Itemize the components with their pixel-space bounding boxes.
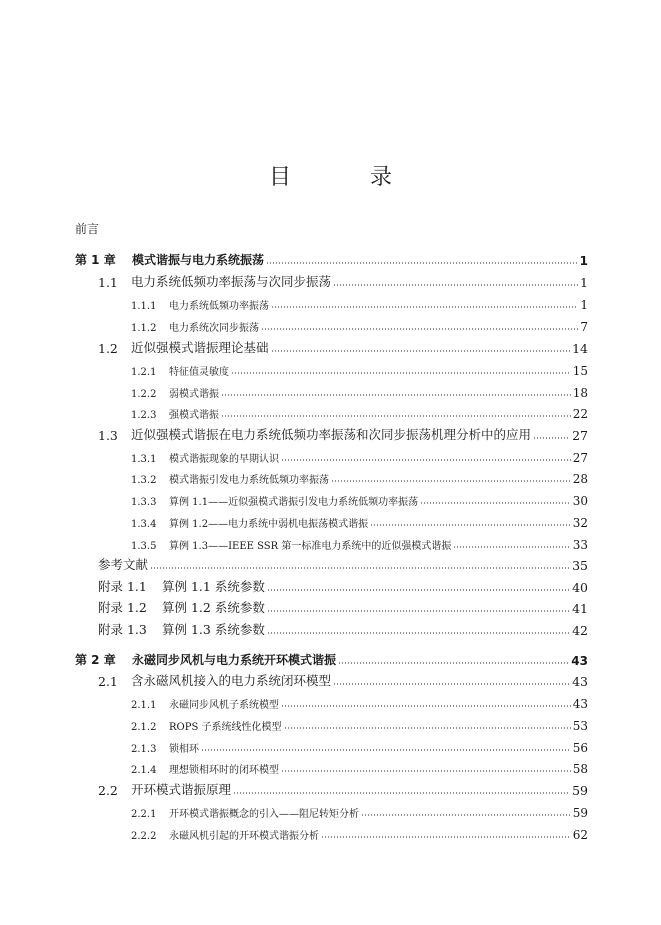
dot-leader bbox=[201, 749, 571, 751]
toc-entry-number: 附录 1.3 bbox=[98, 622, 147, 637]
toc-entry-title: 近似强模式谐振在电力系统低频功率振荡和次同步振荡机理分析中的应用 bbox=[131, 427, 532, 442]
toc-entry-page: 14 bbox=[572, 341, 588, 356]
toc-entry-page: 27 bbox=[572, 451, 588, 465]
toc-entry[interactable] bbox=[0, 671, 661, 689]
dot-leader bbox=[261, 328, 578, 330]
toc-entry-number: 1.2 bbox=[98, 341, 118, 356]
toc-entry[interactable] bbox=[0, 425, 661, 443]
toc-entry-title: 开环模式谐振原理 bbox=[131, 782, 232, 797]
toc-entry-title: 参考文献 bbox=[98, 557, 149, 572]
dot-leader bbox=[331, 480, 571, 482]
toc-entry-number: 1.1.2 bbox=[131, 323, 157, 334]
dot-leader bbox=[281, 770, 571, 772]
toc-entry-number: 第 1 章 bbox=[75, 253, 116, 267]
toc-entry[interactable] bbox=[0, 490, 661, 508]
toc-entry-title: 算例 1.2 系统参数 bbox=[162, 600, 265, 615]
toc-entry-page: 7 bbox=[580, 320, 588, 334]
toc-entry-page: 30 bbox=[572, 494, 588, 508]
toc-entry-title: 模式谐振引发电力系统低频功率振荡 bbox=[169, 475, 329, 486]
toc-entry-title: 算例 1.3 系统参数 bbox=[162, 622, 265, 637]
toc-entry-title: 近似强模式谐振理论基础 bbox=[131, 340, 269, 355]
toc-entry-page: 18 bbox=[572, 386, 588, 400]
toc-entry-page: 43 bbox=[572, 674, 588, 689]
dot-leader bbox=[321, 836, 571, 838]
toc-entry-title: 弱模式谐振 bbox=[169, 389, 219, 400]
dot-leader bbox=[221, 394, 571, 396]
dot-leader bbox=[281, 459, 571, 461]
toc-entry-title: 电力系统低频功率振荡 bbox=[169, 301, 269, 312]
toc-entry-number: 1.3.2 bbox=[131, 475, 157, 486]
dot-leader bbox=[267, 632, 570, 634]
toc-entry-title: 永磁同步风机与电力系统开环模式谐振 bbox=[132, 653, 337, 667]
page-title: 目 录 bbox=[269, 165, 428, 190]
toc-entry[interactable] bbox=[0, 577, 661, 595]
toc-entry-title: ROPS 子系统线性化模型 bbox=[169, 722, 282, 733]
dot-leader bbox=[333, 284, 578, 286]
toc-entry-page: 42 bbox=[572, 623, 588, 638]
toc-entry-title: 电力系统次同步振荡 bbox=[169, 323, 259, 334]
toc-entry-number: 2.1 bbox=[98, 674, 118, 689]
dot-leader bbox=[281, 705, 571, 707]
toc-entry-page: 22 bbox=[572, 407, 588, 421]
toc-entry-number: 1.3.4 bbox=[131, 519, 157, 530]
toc-entry-title: 模式谐振与电力系统振荡 bbox=[132, 253, 265, 267]
toc-entry-page: 40 bbox=[572, 580, 588, 595]
toc-entry-number: 2.2 bbox=[98, 783, 118, 798]
toc-entry[interactable] bbox=[0, 737, 661, 755]
dot-leader bbox=[333, 683, 570, 685]
toc-entry-title: 理想锁相环时的闭环模型 bbox=[169, 765, 279, 776]
dot-leader bbox=[267, 589, 570, 591]
toc-entry-number: 2.1.3 bbox=[131, 744, 157, 755]
toc-entry-number: 2.1.4 bbox=[131, 765, 157, 776]
toc-entry[interactable] bbox=[0, 382, 661, 400]
toc-entry-number: 附录 1.2 bbox=[98, 600, 147, 615]
toc-entry[interactable] bbox=[0, 403, 661, 421]
toc-entry-page: 1 bbox=[580, 298, 588, 312]
toc-entry-page: 58 bbox=[572, 762, 588, 776]
toc-entry[interactable] bbox=[0, 338, 661, 356]
toc-entry-page: 59 bbox=[572, 806, 588, 820]
toc-entry-title: 模式谐振现象的早期认识 bbox=[169, 454, 279, 465]
toc-entry-number: 1.3 bbox=[98, 428, 118, 443]
dot-leader bbox=[361, 814, 571, 816]
toc-entry-number: 2.1.1 bbox=[131, 700, 157, 711]
toc-entry-page: 41 bbox=[572, 601, 588, 616]
toc-entry[interactable] bbox=[0, 824, 661, 842]
toc-entry[interactable] bbox=[0, 802, 661, 820]
toc-entry-number: 1.3.3 bbox=[131, 497, 157, 508]
toc-entry-number: 1.2.3 bbox=[131, 410, 157, 421]
toc-entry-title: 含永磁风机接入的电力系统闭环模型 bbox=[131, 673, 332, 688]
toc-entry-page: 33 bbox=[572, 538, 588, 552]
toc-entry[interactable] bbox=[0, 468, 661, 486]
toc-entry-number: 第 2 章 bbox=[75, 653, 116, 667]
toc-entry-title: 永磁同步风机子系统模型 bbox=[169, 700, 279, 711]
toc-entry[interactable] bbox=[0, 534, 661, 552]
toc-entry-number: 1.1 bbox=[98, 275, 118, 290]
dot-leader bbox=[266, 262, 578, 264]
toc-entry-number: 2.2.1 bbox=[131, 809, 157, 820]
toc-entry-page: 27 bbox=[572, 428, 588, 443]
toc-entry-number: 1.1.1 bbox=[131, 301, 157, 312]
toc-entry-title: 开环模式谐振概念的引入——阻尼转矩分析 bbox=[169, 809, 359, 820]
dot-leader bbox=[221, 415, 571, 417]
toc-entry-title: 特征值灵敏度 bbox=[169, 367, 229, 378]
toc-entry[interactable] bbox=[0, 272, 661, 290]
toc-entry-title: 永磁风机引起的开环模式谐振分析 bbox=[169, 831, 319, 842]
toc-entry-page: 43 bbox=[571, 654, 588, 668]
toc-entry-page: 53 bbox=[572, 719, 588, 733]
toc-entry-number: 附录 1.1 bbox=[98, 579, 147, 594]
toc-entry-page: 1 bbox=[579, 254, 588, 268]
toc-entry-page: 43 bbox=[572, 697, 588, 711]
dot-leader bbox=[284, 727, 571, 729]
toc-entry-title: 算例 1.1——近似强模式谐振引发电力系统低频功率振荡 bbox=[169, 497, 419, 508]
dot-leader bbox=[267, 610, 570, 612]
toc-entry-page: 62 bbox=[572, 828, 588, 842]
toc-entry[interactable] bbox=[0, 780, 661, 798]
dot-leader bbox=[231, 372, 571, 374]
toc-entry-number: 1.2.2 bbox=[131, 389, 157, 400]
toc-entry[interactable] bbox=[0, 693, 661, 711]
toc-entry-page: 1 bbox=[580, 275, 588, 290]
toc-entry-title: 算例 1.3——IEEE SSR 第一标准电力系统中的近似强模式谐振 bbox=[169, 541, 452, 552]
dot-leader bbox=[271, 350, 571, 352]
toc-entry[interactable] bbox=[0, 447, 661, 465]
dot-leader bbox=[338, 662, 569, 664]
toc-entry[interactable] bbox=[0, 715, 661, 733]
toc-entry-number: 2.1.2 bbox=[131, 722, 157, 733]
toc-entry-title: 算例 1.1 系统参数 bbox=[162, 579, 265, 594]
toc-entry[interactable] bbox=[0, 360, 661, 378]
dot-leader bbox=[271, 306, 578, 308]
toc-entry-number: 2.2.2 bbox=[131, 831, 157, 842]
toc-entry-page: 35 bbox=[572, 558, 588, 573]
toc-entry[interactable] bbox=[0, 620, 661, 638]
toc-entry-page: 28 bbox=[572, 472, 588, 486]
toc-preface[interactable]: 前言 bbox=[75, 222, 100, 236]
toc-entry-page: 32 bbox=[572, 516, 588, 530]
toc-entry[interactable] bbox=[0, 555, 661, 573]
toc-entry[interactable] bbox=[0, 598, 661, 616]
toc-entry[interactable] bbox=[0, 294, 661, 312]
toc-entry[interactable] bbox=[0, 650, 661, 668]
toc-entry[interactable] bbox=[0, 250, 661, 268]
dot-leader bbox=[533, 437, 570, 439]
toc-entry[interactable] bbox=[0, 758, 661, 776]
toc-entry-title: 算例 1.2——电力系统中弱机电振荡模式谐振 bbox=[169, 519, 369, 530]
toc-entry-number: 1.3.5 bbox=[131, 541, 157, 552]
dot-leader bbox=[233, 792, 570, 794]
toc-entry[interactable] bbox=[0, 512, 661, 530]
toc-entry[interactable] bbox=[0, 316, 661, 334]
toc-entry-number: 1.3.1 bbox=[131, 454, 157, 465]
toc-entry-title: 锁相环 bbox=[169, 744, 199, 755]
dot-leader bbox=[420, 502, 571, 504]
toc-entry-title: 电力系统低频功率振荡与次同步振荡 bbox=[131, 274, 332, 289]
toc-entry-page: 59 bbox=[572, 783, 588, 798]
toc-entry-title: 强模式谐振 bbox=[169, 410, 219, 421]
dot-leader bbox=[150, 567, 570, 569]
dot-leader bbox=[453, 546, 570, 548]
toc-entry-number: 1.2.1 bbox=[131, 367, 157, 378]
toc-entry-page: 15 bbox=[572, 364, 588, 378]
dot-leader bbox=[370, 524, 571, 526]
toc-entry-page: 56 bbox=[572, 741, 588, 755]
